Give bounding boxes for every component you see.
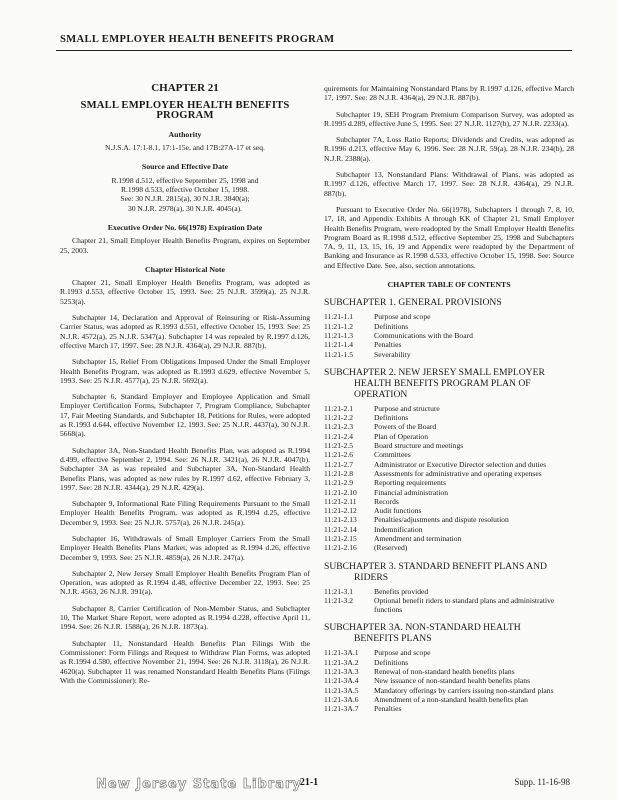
section-number: 11:21-2.9 [324,478,354,488]
section-title: New issuance of non-standard health benefits plans [374,676,531,686]
history-paragraph: Chapter 21, Small Employer Health Benefits Program, was adopted as R.1993 d.553, effective October 15, 1993. See: 25 N.J.R. 3599(a), 25 N.J.R. 5253(a). [60,278,310,306]
section-number: 11:21-3A.5 [324,685,359,695]
history-paragraph: Subchapter 19, SEH Program Premium Comparison Survey, was adopted as R.1995 d.289, effective June 5, 1995. See: 27 N.J.R. 1127(b), 27 N.J.R. 2233(a). [324,109,574,128]
toc-entry [324,648,574,657]
chapter-number: CHAPTER 21 [151,82,219,94]
history-paragraph: Subchapter 13, Nonstandard Plans: Withdrawal of Plans, was adopted as R.1997 d.126, effective March 17, 1997. See: 28 N.J.R. 4364(a), 29 N.J.R. 887(b). [324,170,574,198]
section-title: Purpose and structure [374,403,440,413]
section-title: Assessments for administrative and operating expenses [374,468,542,478]
section-title: Financial administration [374,487,449,497]
section-number: 11:21-1.2 [324,321,354,331]
toc-entry [324,469,574,478]
section-title: Renewal of non-standard health benefits plans [374,667,515,677]
subchapter-title: NON-STANDARD HEALTH [405,622,521,634]
toc-entry [324,350,574,359]
subchapter-label: SUBCHAPTER 2. [324,366,396,378]
toc-entry [324,441,574,450]
history-paragraph: Subchapter 7A, Loss Ratio Reports; Dividends and Credits, was adopted as R.1996 d.213, effective May 6, 1996. See: 28 N.J.R. 59(a), 28 N.J.R. 234(b), 28 N.J.R. 2388(a). [324,135,574,163]
section-number: 11:21-2.15 [324,533,357,543]
subchapter-title: GENERAL PROVISIONS [398,297,502,309]
left-column [60,84,310,692]
toc-entry [324,506,574,515]
chapter-title: SMALL EMPLOYER HEALTH BENEFITS PROGRAM [80,100,290,121]
history-paragraph: Subchapter 15, Relief From Obligations Imposed Under the Small Employer Health Benefits Program, was adopted as R.1993 d.629, effective November 5, 1993. See: 25 N.J.R. 4577(a), 25 N.J.R. 5692(a). [60,357,310,385]
section-title: Definitions [374,657,409,667]
table-of-contents [324,297,574,713]
toc-entry [324,450,574,459]
authority-text: N.J.S.A. 17:1-8.1, 17:1-15e, and 17B:27A-17 et seq. [105,143,265,153]
section-number: 11:21-2.8 [324,468,354,478]
section-number: 11:21-1.4 [324,340,354,350]
section-title: Definitions [374,413,409,423]
history-paragraph-cont: quirements for Maintaining Nonstandard Plans by R.1997 d.126, effective March 17, 1997. See: 28 N.J.R. 4364(a), 29 N.J.R. 887(b). [324,84,574,103]
section-number: 11:21-3A.1 [324,648,359,658]
section-title: Benefits provided [374,586,429,596]
section-number: 11:21-2.4 [324,431,354,441]
toc-entry [324,686,574,695]
right-column [324,84,574,714]
expiration-heading: Executive Order No. 66(1978) Expiration Date [107,222,263,232]
toc-entry [324,534,574,543]
page-number: 21-1 [299,777,319,788]
section-number: 11:21-2.12 [324,506,357,516]
section-title: Penalties/adjustments and dispute resolution [374,515,509,525]
toc-entry [324,432,574,441]
source-line: R.1998 d.512, effective September 25, 1998 and [111,175,259,185]
section-number: 11:21-3.2 [324,595,354,605]
section-title: Reporting requirements [374,478,446,488]
section-number: 11:21-3A.2 [324,657,359,667]
section-title: Definitions [374,321,409,331]
toc-entry [324,515,574,524]
subchapter-title: NEW JERSEY SMALL EMPLOYER [398,366,545,378]
subchapter-label: SUBCHAPTER 3A. [324,622,403,634]
toc-entry [324,413,574,422]
toc-entry [324,704,574,713]
source-line: R.1998 d.533, effective October 15, 1998. [120,185,250,195]
toc-entry [324,695,574,704]
history-paragraph: Subchapter 16, Withdrawals of Small Employer Carriers From the Small Employer Health Benefits Plans Market, was adopted as R.1994 d.26, effective December 9, 1993. See: 25 N.J.R. 4859(a), 26 N.J.R. 247(a). [60,533,310,562]
running-head: SMALL EMPLOYER HEALTH BENEFITS PROGRAM [60,34,335,45]
section-number: 11:21-2.14 [324,524,357,534]
history-paragraph: Subchapter 11, Nonstandard Health Benefits Plan Filings With the Commissioner: Form Filings and Request to Withdraw Plan Forms, was adopted as R.1994 d.580, effective November 21, 1994. See: 26 N.J.R. 3118(a), 26 N.J.R. 4620(a). Subchapter 11 was renamed Nonstandard Health Benefits Plans (Filings With the Commissioner): Re- [60,638,310,685]
source-line: See: 30 N.J.R. 2815(a), 30 N.J.R. 3840(a); [120,194,250,204]
subchapter-heading [324,297,574,308]
toc-entry [324,460,574,469]
section-number: 11:21-2.5 [324,441,354,451]
source-text [60,176,310,213]
section-number: 11:21-2.16 [324,543,357,553]
toc-entry [324,404,574,413]
section-title: Mandatory offerings by carriers issuing non-standard plans [374,685,554,695]
history-paragraph: Subchapter 3A, Non-Standard Health Benefits Plan, was adopted as R.1994 d.499, effective September 2, 1994. See: 26 N.J.R. 3421(a), 26 N.J.R. 4047(b). Subchapter 3A as was repealed and Subchapter 3A, Non-Standard Health Benefits Plans, was adopted as new rules by R.1997 d.62, effective February 3, 1997. See: 28 N.J.R. 4344(a), 29 N.J.R. 429(a). [60,445,310,492]
header-rule [56,50,572,51]
section-number: 11:21-2.2 [324,413,354,423]
section-title: Board structure and meetings [374,441,464,451]
toc-entry [324,422,574,431]
toc-entry [324,340,574,349]
section-title: (Reserved) [374,543,408,553]
toc-heading: CHAPTER TABLE OF CONTENTS [387,280,511,290]
history-paragraph: Subchapter 9, Informational Rate Filing Requirements Pursuant to the Small Employer Health Benefits Program, was adopted as R.1994 d.25, effective December 9, 1993. See: 25 N.J.R. 5757(a), 26 N.J.R. 245(a). [60,499,310,527]
subchapter-title-cont: RIDERS [354,571,389,583]
library-watermark: New Jersey State Library [96,777,302,792]
section-number: 11:21-1.1 [324,312,354,322]
toc-entry [324,658,574,667]
section-number: 11:21-3A.3 [324,667,359,677]
history-paragraph: Subchapter 6, Standard Employer and Employee Application and Small Employer Certification Forms, Subchapter 7, Program Compliance, Subchapter 17, Fair Meeting Standards, and Subchapter 18, Petitions for Rules, were adopted as R.1993 d.644, effective November 12, 1993. See: 25 N.J.R. 4437(a), 30 N.J.R. 5668(a). [60,392,310,439]
subchapter-label: SUBCHAPTER 1. [324,297,396,309]
section-title: Penalties [374,704,402,714]
section-number: 11:21-3A.7 [324,704,359,714]
section-title: Amendment and termination [374,533,462,543]
section-title: Communications with the Board [374,330,473,340]
section-title: Purpose and scope [374,312,431,322]
section-number: 11:21-1.3 [324,330,354,340]
expiration-text: Chapter 21, Small Employer Health Benefits Program, expires on September 25, 2003. [60,236,310,255]
section-title: Purpose and scope [374,648,431,658]
subchapter-heading [324,561,574,583]
section-number: 11:21-3A.6 [324,694,359,704]
toc-entry [324,312,574,321]
section-title: Amendment of a non-standard health benefits plan [374,694,528,704]
toc-entry [324,331,574,340]
section-number: 11:21-2.13 [324,515,357,525]
section-title: Records [374,496,399,506]
toc-entry [324,667,574,676]
section-title: Optional benefit riders to standard plans and administrative functions [374,595,555,615]
section-title: Penalties [374,340,402,350]
section-title: Committees [374,450,411,460]
toc-entry [324,488,574,497]
history-paragraph: Pursuant to Executive Order No. 66(1978), Subchapters 1 through 7, 8, 10, 17, 18, and Appendix Exhibits A through KK of Chapter 21, Small Employer Health Benefits Program, were readopted by the Small Employer Health Benefits Program Board as R.1998 d.512, effective September 25, 1998 and Subchapters 7A, 9, 11, 13, 15, 16, 19 and Appendix were readopted by the Department of Banking and Insurance as R.1998 d.533, effective October 15, 1998. See: Source and Effective Date. See, also, section annotations. [324,204,574,270]
section-title: Powers of the Board [374,422,437,432]
section-title: Audit functions [374,506,422,516]
section-title: Administrator or Executive Director selection and duties [374,459,547,469]
subchapter-heading [324,367,574,400]
section-number: 11:21-1.5 [324,349,354,359]
toc-entry [324,676,574,685]
toc-entry [324,596,574,615]
section-number: 11:21-3A.4 [324,676,359,686]
section-title: Indemnification [374,524,423,534]
toc-entry [324,322,574,331]
toc-entry [324,497,574,506]
toc-entry [324,525,574,534]
history-paragraph: Subchapter 8, Carrier Certification of Non-Member Status, and Subchapter 10, The Market Share Report, were adopted as R.1994 d.228, effective April 11, 1994. See: 26 N.J.R. 1588(a), 26 N.J.R. 1873(a). [60,603,310,632]
source-heading: Source and Effective Date [141,162,229,172]
subchapter-title-cont: HEALTH BENEFITS PROGRAM PLAN OF OPERATION [354,377,531,400]
section-number: 11:21-2.1 [324,403,354,413]
history-heading: Chapter Historical Note [145,264,225,274]
section-number: 11:21-2.10 [324,487,357,497]
toc-entry [324,587,574,596]
section-title: Severability [374,349,411,359]
section-title: Plan of Operation [374,431,428,441]
subchapter-title: STANDARD BENEFIT PLANS AND [398,560,547,572]
section-number: 11:21-2.6 [324,450,354,460]
history-paragraph: Subchapter 14, Declaration and Approval of Reinsuring or Risk-Assuming Carrier Status, was adopted as R.1993 d.551, effective October 15, 1993. See: 25 N.J.R. 4572(a), 25 N.J.R. 5347(a). Subchapter 14 was repealed by R.1997 d.126, effective March 17, 1997. See: 28 N.J.R. 4364(a), 29 N.J.R. 887(b). [60,313,310,350]
history-paragraph: Subchapter 2, New Jersey Small Employer Health Benefits Program Plan of Operation, was adopted as R.1994 d.48, effective December 22, 1993. See: 25 N.J.R. 4563, 26 N.J.R. 391(a). [60,568,310,597]
toc-entry [324,478,574,487]
authority-heading: Authority [168,129,202,139]
section-number: 11:21-2.3 [324,422,354,432]
subchapter-title-cont: BENEFITS PLANS [354,633,432,645]
supplement-date: Supp. 11-16-98 [514,777,570,787]
subchapter-label: SUBCHAPTER 3. [324,560,396,572]
subchapter-heading [324,622,574,644]
section-number: 11:21-2.7 [324,459,354,469]
toc-entry [324,543,574,552]
section-number: 11:21-2.11 [324,496,357,506]
source-line: 30 N.J.R. 2978(a), 30 N.J.R. 4045(a). [127,203,243,213]
section-number: 11:21-3.1 [324,586,354,596]
